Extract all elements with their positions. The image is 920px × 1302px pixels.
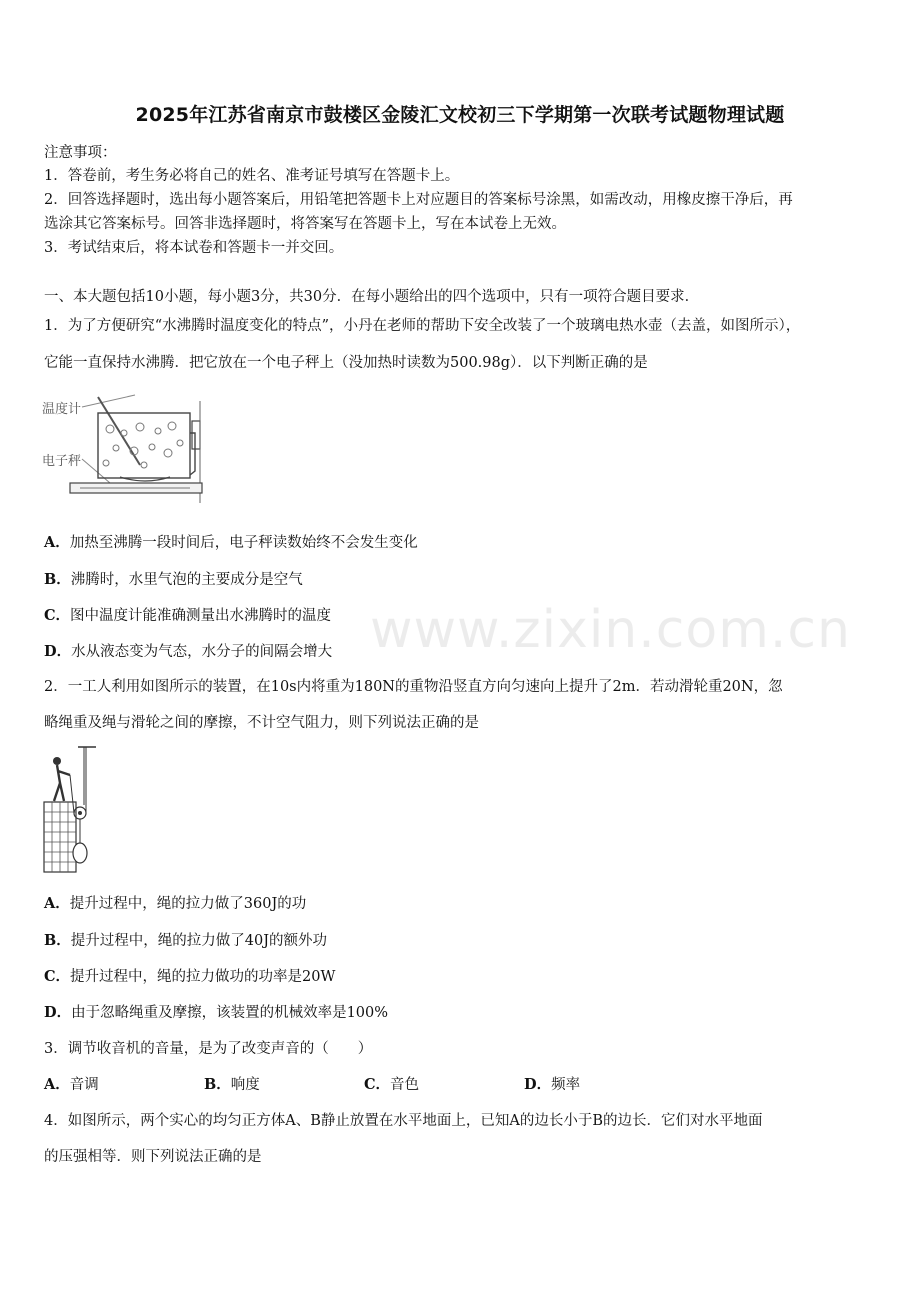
option-text: 提升过程中，绳的拉力做功的功率是20W xyxy=(70,969,336,985)
scale-label: 电子秤 xyxy=(42,454,82,469)
q1-option-b[interactable] xyxy=(44,568,303,589)
option-text: 提升过程中，绳的拉力做了360J的功 xyxy=(69,896,307,912)
q1-stem-line2: 它能一直保持水沸腾．把它放在一个电子秤上（没加热时读数为500.98g）．以下判断正确的是 xyxy=(44,355,648,371)
q2-stem-line2: 略绳重及绳与滑轮之间的摩擦，不计空气阻力，则下列说法正确的是 xyxy=(44,715,479,731)
q3-option-c[interactable] xyxy=(364,1073,419,1094)
option-label: D． xyxy=(44,1004,72,1021)
option-text: 频率 xyxy=(551,1077,581,1093)
option-text: 提升过程中，绳的拉力做了40J的额外功 xyxy=(70,933,328,949)
notice-item-3: 3．考试结束后，将本试卷和答题卡一并交回。 xyxy=(44,240,344,256)
watermark: www.zixin.com.cn xyxy=(370,600,851,660)
q1-stem-line1: 1．为了方便研究“水沸腾时温度变化的特点”，小丹在老师的帮助下安全改装了一个玻璃电热水壶（去盖，如图所示）， xyxy=(44,318,801,334)
notice-item-2-cont: 选涂其它答案标号。回答非选择题时，将答案写在答题卡上，写在本试卷上无效。 xyxy=(44,216,566,232)
q2-option-d[interactable] xyxy=(44,1001,388,1022)
q2-option-c[interactable] xyxy=(44,965,335,986)
option-label: D． xyxy=(44,643,72,660)
option-text: 响度 xyxy=(230,1077,260,1093)
option-label: B． xyxy=(44,571,71,588)
thermometer-label: 温度计 xyxy=(42,402,82,417)
pulley-worker-figure xyxy=(40,745,115,875)
option-label: A． xyxy=(44,1076,70,1093)
option-label: C． xyxy=(44,968,71,985)
option-text: 沸腾时，水里气泡的主要成分是空气 xyxy=(70,572,303,588)
option-label: B． xyxy=(44,932,71,949)
q3-option-d[interactable] xyxy=(524,1073,580,1094)
worker-head xyxy=(53,757,61,765)
q1-option-a[interactable] xyxy=(44,531,418,552)
q2-option-b[interactable] xyxy=(44,929,327,950)
q1-option-d[interactable] xyxy=(44,640,332,661)
option-label: B． xyxy=(204,1076,231,1093)
option-text: 音调 xyxy=(69,1077,99,1093)
option-label: D． xyxy=(524,1076,552,1093)
q1-option-c[interactable] xyxy=(44,604,331,625)
kettle-scale-figure xyxy=(40,393,215,505)
q3-option-a[interactable] xyxy=(44,1073,99,1094)
q2-stem-line1: 2．一工人利用如图所示的装置，在10s内将重为180N的重物沿竖直方向匀速向上提升了2m．若动滑轮重20N，忽 xyxy=(44,679,783,695)
option-label: C． xyxy=(44,607,71,624)
option-text: 图中温度计能准确测量出水沸腾时的温度 xyxy=(70,608,332,624)
q3-stem: 3．调节收音机的音量，是为了改变声音的（ ） xyxy=(44,1041,373,1057)
weight xyxy=(73,843,87,863)
exam-title: 2025年江苏省南京市鼓楼区金陵汇文校初三下学期第一次联考试题物理试题 xyxy=(135,104,785,126)
notice-item-1: 1．答卷前，考生务必将自己的姓名、准考证号填写在答题卡上。 xyxy=(44,168,460,184)
section-heading: 一、本大题包括10小题，每小题3分，共30分．在每小题给出的四个选项中，只有一项符合题目要求． xyxy=(44,289,700,305)
q4-stem-line2: 的压强相等．则下列说法正确的是 xyxy=(44,1149,262,1165)
notice-heading: 注意事项： xyxy=(44,145,117,161)
notice-item-2: 2．回答选择题时，选出每小题答案后，用铅笔把答题卡上对应题目的答案标号涂黑，如需改动，用橡皮擦干净后，再 xyxy=(44,192,793,208)
option-label: C． xyxy=(364,1076,391,1093)
worker-body xyxy=(54,765,70,801)
q2-option-a[interactable] xyxy=(44,892,306,913)
option-text: 水从液态变为气态，水分子的间隔会增大 xyxy=(71,644,333,660)
option-text: 加热至沸腾一段时间后，电子秤读数始终不会发生变化 xyxy=(69,535,418,551)
option-text: 音色 xyxy=(390,1077,420,1093)
option-text: 由于忽略绳重及摩擦，该装置的机械效率是100% xyxy=(71,1005,389,1021)
q4-stem-line1: 4．如图所示，两个实心的均匀正方体A、B静止放置在水平地面上，已知A的边长小于B的边长．它们对水平地面 xyxy=(44,1113,763,1129)
option-label: A． xyxy=(44,895,70,912)
option-label: A． xyxy=(44,534,70,551)
q3-option-b[interactable] xyxy=(204,1073,260,1094)
